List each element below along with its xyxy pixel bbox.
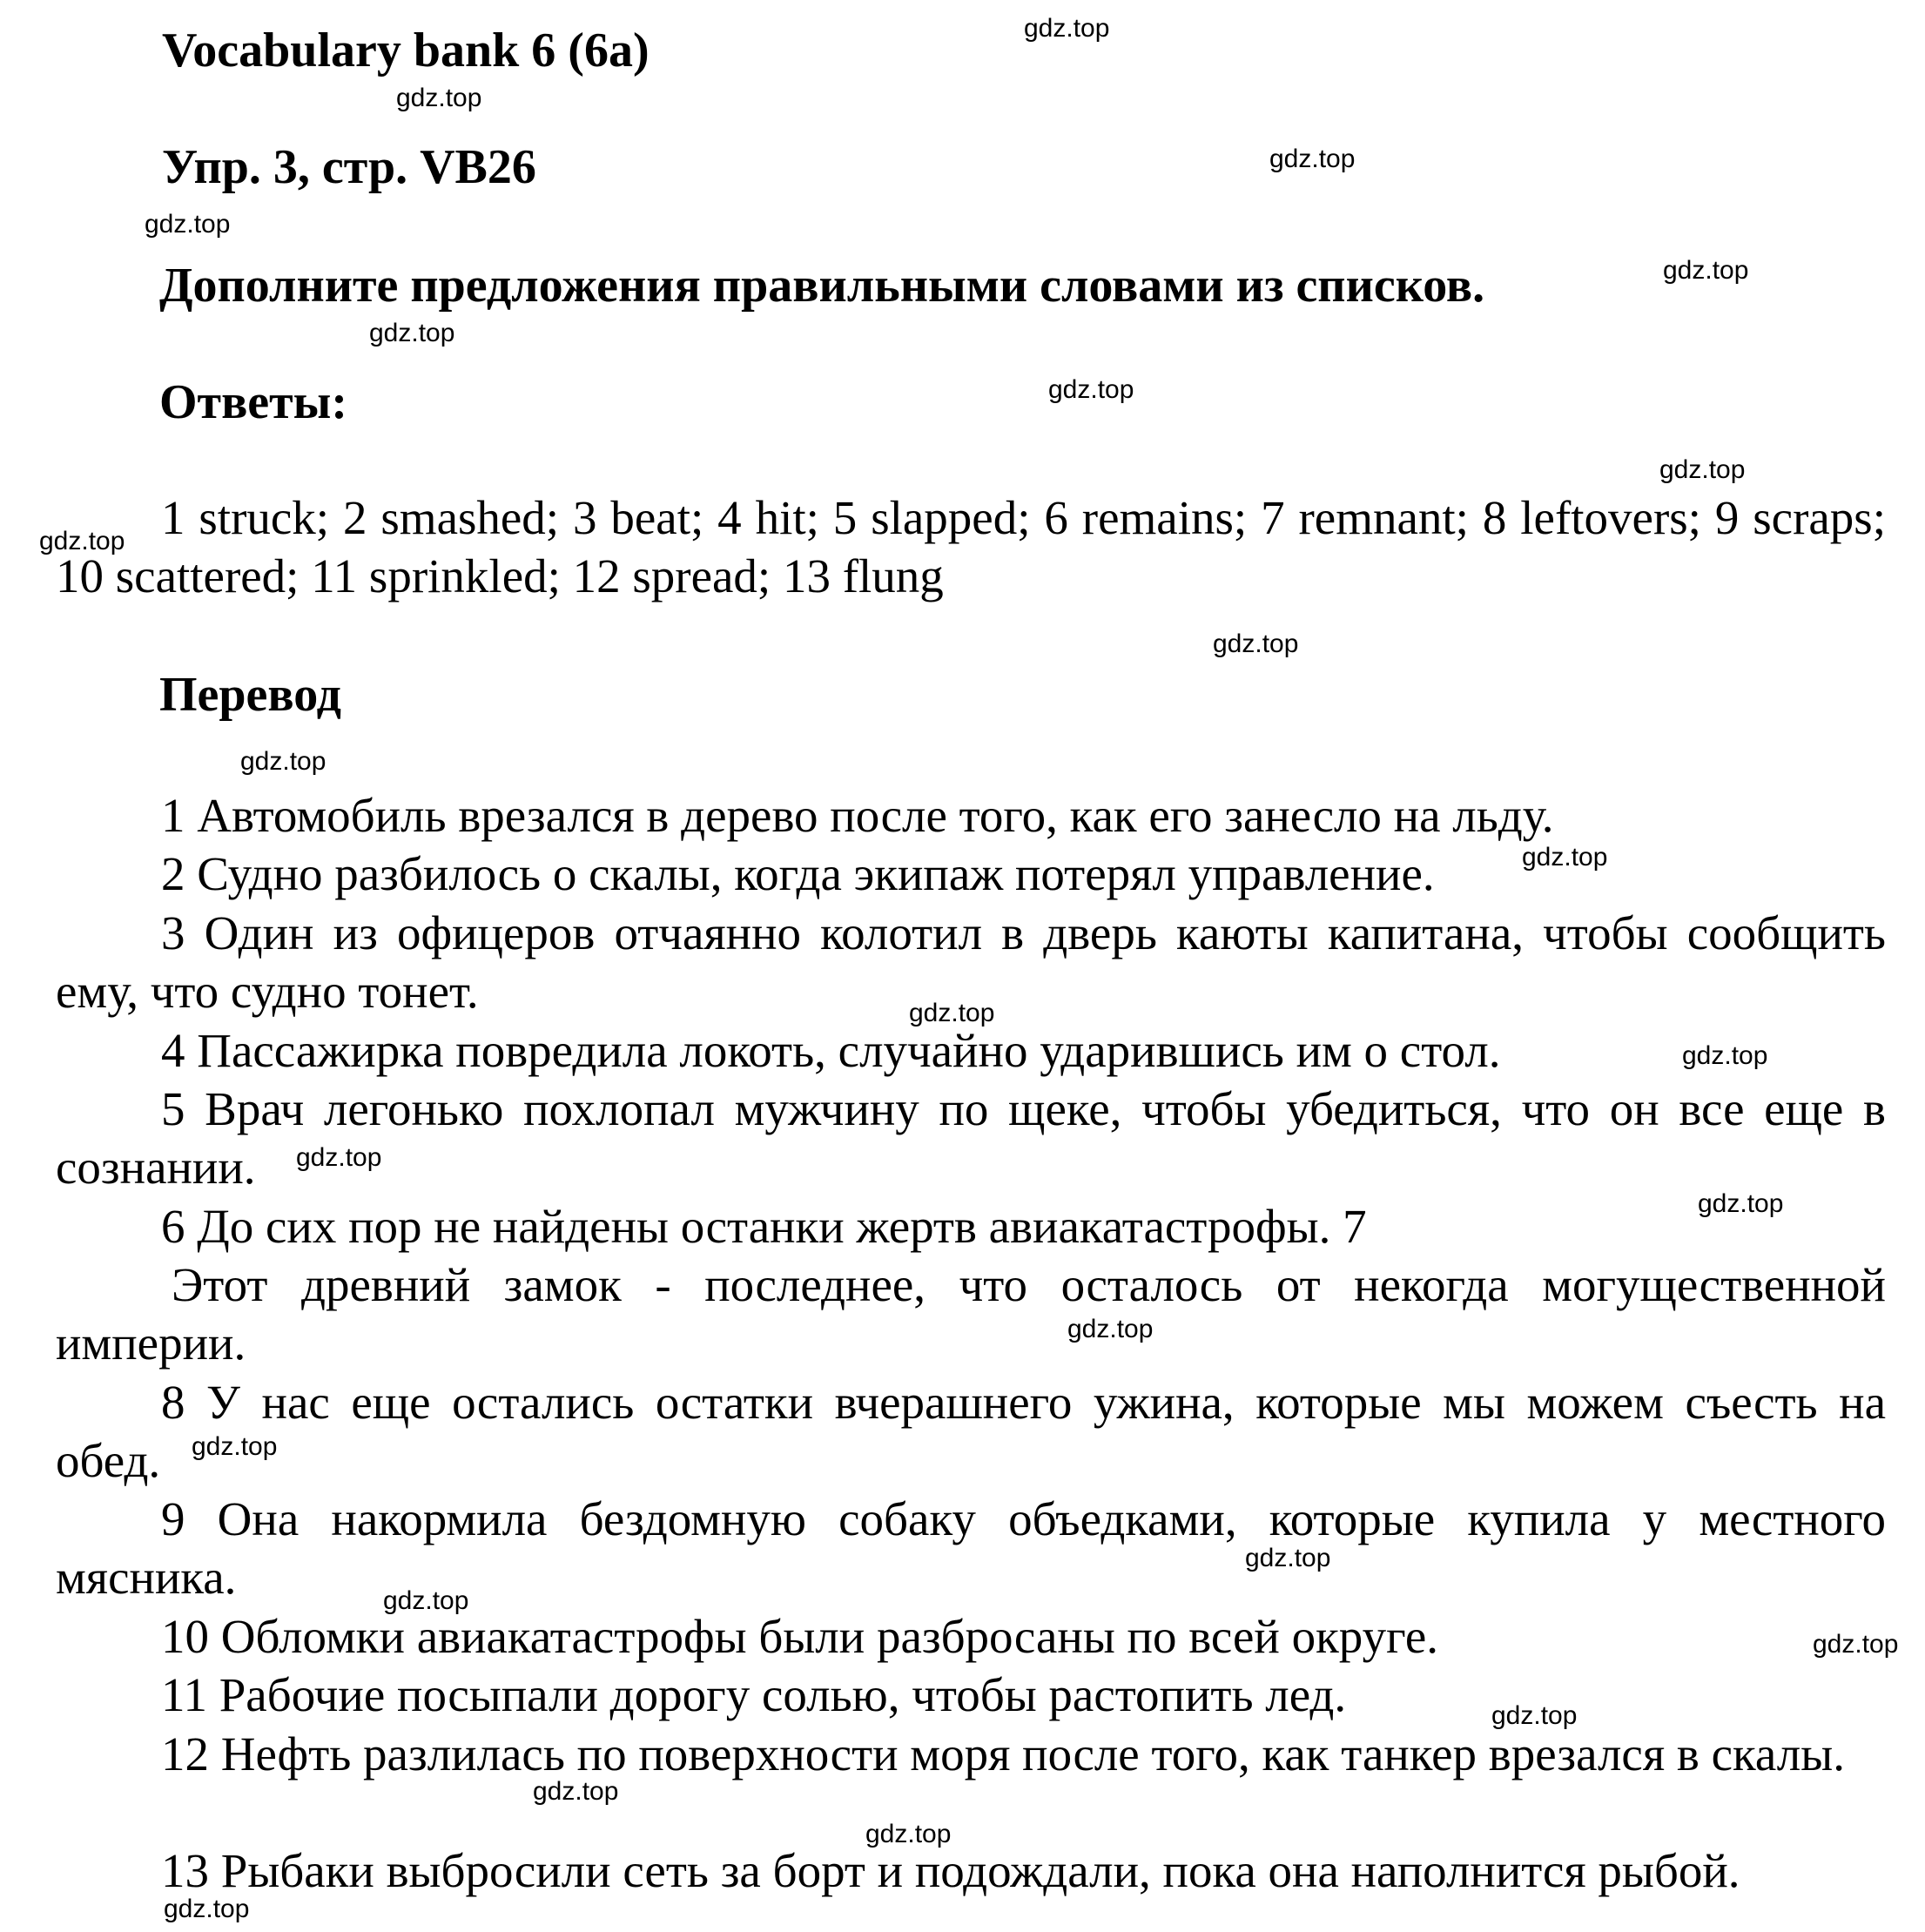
answers-text: 1 struck; 2 smashed; 3 beat; 4 hit; 5 slapped; 6 remains; 7 remnant; 8 leftovers; 9 scraps; 10 scattered; 11 sprinkled; 12 spread; 13 flung	[56, 491, 1886, 602]
watermark: gdz.top	[396, 84, 482, 112]
exercise-instruction: Дополните предложения правильными словами из списков.	[159, 259, 1485, 313]
watermark: gdz.top	[1067, 1315, 1154, 1343]
watermark: gdz.top	[1698, 1189, 1784, 1218]
watermark: gdz.top	[1213, 629, 1299, 658]
watermark: gdz.top	[1813, 1630, 1899, 1659]
watermark: gdz.top	[369, 319, 455, 347]
watermark: gdz.top	[1663, 256, 1749, 285]
watermark: gdz.top	[1269, 145, 1356, 173]
translation-item-7: Этот древний замок - последнее, что осталось от некогда могущественной империи.	[56, 1258, 1886, 1370]
watermark: gdz.top	[1048, 375, 1134, 404]
watermark: gdz.top	[192, 1432, 278, 1461]
watermark: gdz.top	[296, 1143, 382, 1172]
translation-item-12: 12 Нефть разлилась по поверхности моря после того, как танкер врезался в скалы.	[161, 1727, 1845, 1781]
watermark: gdz.top	[39, 527, 125, 555]
translation-item-11: 11 Рабочие посыпали дорогу солью, чтобы растопить лед.	[161, 1668, 1347, 1721]
watermark: gdz.top	[1682, 1041, 1768, 1070]
exercise-label: Упр. 3, стр. VB26	[162, 140, 536, 194]
translation-item-2: 2 Судно разбилось о скалы, когда экипаж потерял управление.	[161, 847, 1435, 900]
translation-item-4: 4 Пассажирка повредила локоть, случайно ударившись им о стол.	[161, 1024, 1501, 1077]
document-title: Vocabulary bank 6 (6a)	[162, 24, 650, 77]
translation-heading: Перевод	[159, 668, 341, 722]
translation-item-8: 8 У нас еще остались остатки вчерашнего ужина, которые мы можем съесть на обед.	[56, 1376, 1886, 1487]
watermark: gdz.top	[240, 747, 326, 776]
watermark: gdz.top	[383, 1586, 469, 1615]
translation-item-3: 3 Один из офицеров отчаянно колотил в дверь каюты капитана, чтобы сообщить ему, что судно тонет.	[56, 906, 1886, 1018]
translation-item-1: 1 Автомобиль врезался в дерево после того, как его занесло на льду.	[161, 789, 1554, 842]
watermark: gdz.top	[1245, 1544, 1331, 1572]
translation-item-6: 6 До сих пор не найдены останки жертв авиакатастрофы. 7	[161, 1200, 1367, 1253]
watermark: gdz.top	[1659, 455, 1746, 484]
watermark: gdz.top	[533, 1777, 619, 1806]
watermark: gdz.top	[164, 1895, 250, 1923]
translation-item-9: 9 Она накормила бездомную собаку объедками, которые купила у местного мясника.	[56, 1492, 1886, 1604]
watermark: gdz.top	[909, 999, 995, 1027]
watermark: gdz.top	[1491, 1701, 1578, 1730]
translation-item-10: 10 Обломки авиакатастрофы были разбросаны по всей округе.	[161, 1610, 1439, 1663]
translation-item-13: 13 Рыбаки выбросили сеть за борт и подождали, пока она наполнится рыбой.	[161, 1844, 1740, 1897]
watermark: gdz.top	[145, 210, 231, 239]
watermark: gdz.top	[1024, 14, 1110, 43]
watermark: gdz.top	[865, 1820, 952, 1848]
answers-heading: Ответы:	[159, 375, 348, 429]
translation-item-5: 5 Врач легонько похлопал мужчину по щеке, чтобы убедиться, что он все еще в сознании.	[56, 1082, 1886, 1194]
watermark: gdz.top	[1522, 843, 1608, 872]
